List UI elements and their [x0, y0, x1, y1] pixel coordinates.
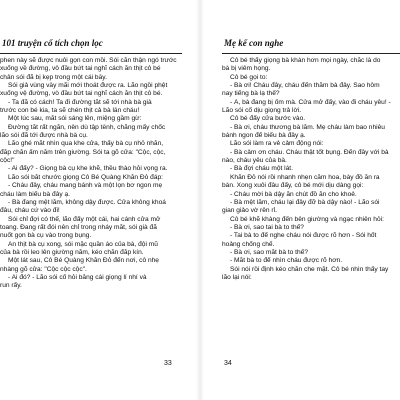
text-line: bàn. Xong xuôi đâu đấy, cô bé mới dịu dàng gọi: — [222, 182, 364, 190]
text-line: Cô bé khẽ khàng đến bên giường và ngạc nhiên hỏi: — [230, 215, 384, 223]
text-line: Sói nói rồi định kéo chăn che mặt. Cô bé nhìn thấy tay — [230, 265, 389, 273]
page-body — [0, 57, 182, 291]
text-line: run rẩy. — [0, 282, 22, 290]
text-line: - Bà ơi, cháu thương bà lắm. Mẹ cháu làm bao nhiêu — [230, 123, 385, 131]
text-line: Một lát sau, Cô Bé Quàng Khăn Đỏ đến nơi, cô nhẹ — [8, 257, 159, 265]
text-line: - Bà đang mệt lắm, không dậy được. Cửa không khoá — [8, 198, 166, 206]
text-line: Lão sói bắt chước giọng Cô Bé Quàng Khăn Đỏ đáp: — [8, 173, 164, 181]
text-line: - À, bà đang bị ốm mà. Cửa mở đấy, vào đi cháu yêu! - — [230, 98, 391, 106]
text-line: Khăn Đỏ nói rồi nhanh nhẹn cắm hoa, bày đồ ăn ra — [230, 173, 380, 181]
text-line: Sói giả vùng vẫy mãi mới thoát được ra. Lão ngồi phệt — [8, 82, 168, 90]
text-line: bà bị viêm họng. — [222, 65, 271, 73]
header-rule — [0, 53, 182, 54]
text-line: Sói chỉ đợi có thế, lão đẩy một cái, hai cánh cửa mở — [8, 215, 161, 223]
text-line: Cô bé đẩy cửa bước vào. — [230, 115, 306, 123]
text-line: - Tai bà to để nghe cháu nói được rõ hơn - Sói hốt — [230, 232, 377, 240]
text-line: nào, cháu yêu của bà. — [222, 157, 287, 165]
running-head: 101 truyện cổ tích chọn lọc — [2, 38, 103, 48]
text-line: - Ta đã có cách! Ta đi đường tắt sẽ tới nhà bà già — [8, 98, 152, 106]
text-line: Một lúc sau, mắt sói sáng lên, miệng gầm gừ: — [8, 115, 142, 123]
text-line: Cô bé gọi to: — [230, 73, 268, 81]
text-line: nuốt gọn bà cụ vào trong bụng. — [0, 232, 92, 240]
page-number: 33 — [164, 360, 172, 367]
text-line: - Bà cảm ơn cháu. Cháu thật tốt bụng. Đến đây với bà — [230, 148, 389, 156]
book-gutter — [196, 0, 204, 400]
page-number: 34 — [224, 360, 232, 367]
text-line: đâu, cháu cứ vào đi! — [0, 207, 60, 215]
text-line: Cô bé thấy giọng bà khàn hơn mọi ngày, chắc là do — [230, 57, 381, 64]
text-line: - Bà ơi, sao tai bà to thế? — [230, 223, 304, 231]
text-line: - Bà đợi cháu một lát. — [230, 165, 293, 173]
page-body — [222, 57, 400, 282]
text-line: gian giảo vờ rên rỉ. — [222, 207, 277, 215]
text-line: Ăn thịt bà cụ xong, sói mặc quần áo của bà, đội mũ — [8, 240, 158, 248]
text-line: chân sói đã bị kẹp trong một cái bẫy. — [0, 73, 107, 81]
text-line: cộc!" — [0, 157, 15, 165]
text-line: Lão sói làm ra vẻ cảm động nói: — [230, 140, 324, 148]
text-line: đắp chăn ấm nằm trên giường. Sói ta gõ cửa: "Cộc, cộc, — [0, 148, 166, 156]
running-head: Mẹ kể con nghe — [224, 38, 284, 48]
text-line: nay tiếng bà lạ thế? — [222, 90, 280, 98]
text-line: - Cháu đây, cháu mang bánh và một lọn bơ ngon mẹ — [8, 182, 163, 190]
text-line: - Ai đó? - Lão sói cố hỏi bằng cái giọng lí nhí và — [8, 273, 147, 281]
text-line: - Bà ơi! Cháu đây, cháu đến thăm bà đây. Sao hôm — [230, 82, 380, 90]
text-line: - Bà ơi, sao mắt bà to thế? — [230, 248, 308, 256]
header-rule — [222, 53, 400, 54]
left-page — [0, 0, 196, 400]
text-line: trước con bé kia, ta sẽ chén thịt cả bà lẫn cháu! — [0, 107, 140, 115]
text-line: xuống vệ đường, vò đầu bứt tai nghĩ cách ăn thịt cô bé. — [0, 90, 163, 98]
text-line: - Cháu mời bà dậy ăn chút đồ ăn cho khoẻ. — [230, 190, 357, 198]
text-line: Lão ghé mắt nhìn qua khe cửa, thấy bà cụ nhỏ nhắn, — [8, 140, 164, 148]
text-line: hoảng chống chế. — [222, 240, 275, 248]
text-line: Lão sói cố dịu giọng trả lời. — [222, 107, 302, 115]
text-line: xuống về đường, vô đầu bứt tai nghĩ cách ăn thịt cô bé — [0, 65, 161, 73]
text-line: phen này sẽ được nuôi gọn con mồi. Sói cắn thận ngó trước — [0, 57, 177, 64]
text-line: Đường tắt rất ngắn, nên dù tập tễnh, chẳng mấy chốc — [8, 123, 166, 131]
text-line: cháu làm biếu bà đây ạ. — [0, 190, 71, 198]
text-line: toang. Đang rất đói nên chỉ trong nháy mắt, sói già đã — [0, 223, 157, 231]
text-line: nhàng gõ cửa: "Cộc cộc cộc". — [0, 265, 87, 273]
text-line: - Mắt bà to để nhìn cháu được rõ hơn. — [230, 257, 343, 265]
text-line: - Bà mệt lắm, cháu lại đây đỡ bà dậy nào! - Lão sói — [230, 198, 380, 206]
text-line: của bà rồi leo lên giường nằm, kéo chăn đắp kín. — [0, 248, 144, 256]
text-line: lão sói đã tới được nhà bà cụ. — [0, 132, 88, 140]
text-line: lão lại nói: — [222, 273, 252, 281]
text-line: - Ai đấy? - Giọng bà cụ khe khẽ, thều thào hỏi vọng ra. — [8, 165, 168, 173]
right-page — [204, 0, 400, 400]
text-line: bánh ngon để biếu bà đây ạ. — [222, 132, 306, 140]
